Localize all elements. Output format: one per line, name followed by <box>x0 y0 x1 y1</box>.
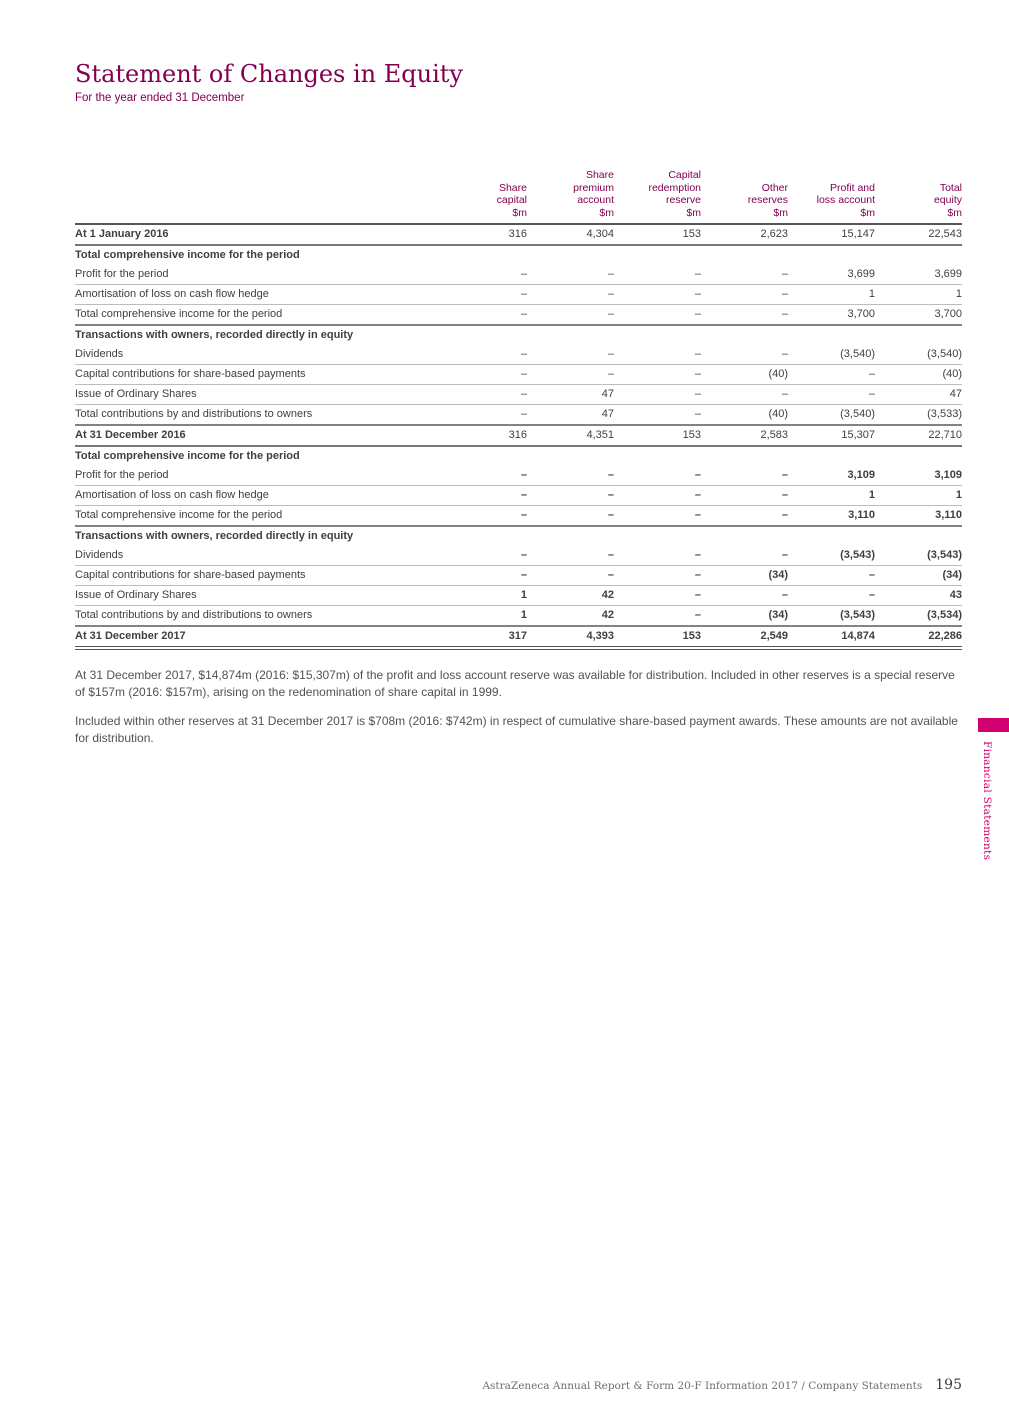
cell-value: – <box>614 405 701 426</box>
cell-value: (40) <box>701 405 788 426</box>
cell-value: – <box>701 586 788 606</box>
cell-value: – <box>527 285 614 305</box>
row-label: Total contributions by and distributions to owners <box>75 405 440 426</box>
cell-value: – <box>440 506 527 527</box>
cell-value: 1 <box>875 285 962 305</box>
row-label: Profit for the period <box>75 265 440 285</box>
cell-value: 3,699 <box>788 265 875 285</box>
table-row <box>75 586 962 606</box>
table-row <box>75 305 962 326</box>
cell-value: – <box>527 265 614 285</box>
table-row <box>75 506 962 527</box>
row-label: Capital contributions for share-based payments <box>75 365 440 385</box>
cell-value: (34) <box>875 566 962 586</box>
column-header: Other reserves $m <box>701 169 788 224</box>
cell-value: (3,540) <box>788 405 875 426</box>
cell-value: – <box>614 305 701 326</box>
cell-value: – <box>701 466 788 486</box>
cell-value: (3,540) <box>875 345 962 365</box>
cell-value: – <box>440 546 527 566</box>
column-header: Total equity $m <box>875 169 962 224</box>
row-label: At 1 January 2016 <box>75 224 440 245</box>
cell-value: 47 <box>527 405 614 426</box>
cell-value: 153 <box>614 425 701 446</box>
cell-value: – <box>440 405 527 426</box>
cell-value: 42 <box>527 606 614 627</box>
cell-value: – <box>440 385 527 405</box>
cell-value: – <box>527 345 614 365</box>
cell-value: (3,533) <box>875 405 962 426</box>
cell-value: 3,109 <box>788 466 875 486</box>
table-row <box>75 486 962 506</box>
page-title: Statement of Changes in Equity <box>75 60 463 88</box>
cell-value: 14,874 <box>788 626 875 648</box>
cell-value: – <box>701 285 788 305</box>
cell-value: 4,393 <box>527 626 614 648</box>
table-row <box>75 245 962 265</box>
cell-value: – <box>614 566 701 586</box>
page-number: 195 <box>935 1377 962 1393</box>
row-label: Dividends <box>75 345 440 365</box>
row-label: Total comprehensive income for the period <box>75 305 440 326</box>
cell-value: 317 <box>440 626 527 648</box>
cell-value: – <box>614 466 701 486</box>
column-header: Share capital $m <box>440 169 527 224</box>
cell-value: – <box>527 546 614 566</box>
table-header <box>75 169 962 224</box>
cell-value: – <box>527 305 614 326</box>
cell-value: – <box>614 546 701 566</box>
cell-value: – <box>440 345 527 365</box>
cell-value: – <box>614 506 701 527</box>
cell-value: (40) <box>875 365 962 385</box>
cell-value: – <box>440 285 527 305</box>
cell-value: – <box>614 586 701 606</box>
cell-value: 3,110 <box>875 506 962 527</box>
cell-value: 3,700 <box>788 305 875 326</box>
statement-of-changes-in-equity-table <box>75 169 962 650</box>
cell-value: 47 <box>527 385 614 405</box>
table-row <box>75 405 962 426</box>
cell-value: 316 <box>440 425 527 446</box>
cell-value: (3,543) <box>788 606 875 627</box>
cell-value: 2,623 <box>701 224 788 245</box>
cell-value: – <box>440 466 527 486</box>
cell-value: 22,543 <box>875 224 962 245</box>
cell-value: 4,304 <box>527 224 614 245</box>
cell-value: 3,700 <box>875 305 962 326</box>
column-header: Share premium account $m <box>527 169 614 224</box>
cell-value: – <box>614 345 701 365</box>
cell-value: 153 <box>614 224 701 245</box>
cell-value: – <box>701 265 788 285</box>
table-row <box>75 546 962 566</box>
page-content <box>75 60 962 759</box>
table-row <box>75 265 962 285</box>
table-row <box>75 466 962 486</box>
cell-value: 153 <box>614 626 701 648</box>
note-paragraph: At 31 December 2017, $14,874m (2016: $15,307m) of the profit and loss account reserve was available for distribution. Included in other reserves is a special reserve of $157m (2016: $157m), arising on the redenomination of share capital in 1999. <box>75 668 955 699</box>
cell-value: 1 <box>440 606 527 627</box>
cell-value: 43 <box>875 586 962 606</box>
cell-value: – <box>701 305 788 326</box>
cell-value: 1 <box>440 586 527 606</box>
cell-value: (34) <box>701 566 788 586</box>
table-row <box>75 446 962 466</box>
section-tab-label: Financial Statements <box>981 741 993 861</box>
table-row <box>75 566 962 586</box>
cell-value: 2,549 <box>701 626 788 648</box>
cell-value: (3,534) <box>875 606 962 627</box>
cell-value: 4,351 <box>527 425 614 446</box>
cell-value: 15,307 <box>788 425 875 446</box>
footer-text: AstraZeneca Annual Report & Form 20-F Information 2017 / Company Statements <box>482 1380 923 1392</box>
cell-value: 1 <box>788 285 875 305</box>
cell-value: – <box>614 486 701 506</box>
table-row <box>75 285 962 305</box>
column-header-spacer <box>75 169 440 224</box>
cell-value: 2,583 <box>701 425 788 446</box>
cell-value: (3,540) <box>788 345 875 365</box>
cell-value: – <box>440 486 527 506</box>
cell-value: (3,543) <box>875 546 962 566</box>
table-row <box>75 385 962 405</box>
cell-value: – <box>788 586 875 606</box>
row-label: Dividends <box>75 546 440 566</box>
row-label: Issue of Ordinary Shares <box>75 385 440 405</box>
table-row <box>75 606 962 627</box>
notes-section <box>75 667 962 746</box>
cell-value: 3,110 <box>788 506 875 527</box>
column-header: Profit and loss account $m <box>788 169 875 224</box>
cell-value: – <box>527 466 614 486</box>
cell-value: 1 <box>875 486 962 506</box>
cell-value: 1 <box>788 486 875 506</box>
cell-value: – <box>527 486 614 506</box>
cell-value: – <box>788 385 875 405</box>
cell-value: – <box>701 345 788 365</box>
cell-value: 3,109 <box>875 466 962 486</box>
cell-value: – <box>614 365 701 385</box>
table-row <box>75 345 962 365</box>
cell-value: – <box>527 365 614 385</box>
cell-value: – <box>440 265 527 285</box>
cell-value: (3,543) <box>788 546 875 566</box>
cell-value: – <box>614 265 701 285</box>
row-label: Capital contributions for share-based payments <box>75 566 440 586</box>
row-label: At 31 December 2017 <box>75 626 440 648</box>
table-row <box>75 626 962 648</box>
cell-value: – <box>440 365 527 385</box>
table-row <box>75 365 962 385</box>
cell-value: – <box>614 385 701 405</box>
row-label: Total comprehensive income for the period <box>75 249 300 261</box>
row-label: Total comprehensive income for the period <box>75 450 300 462</box>
cell-value: – <box>527 506 614 527</box>
cell-value: – <box>701 385 788 405</box>
row-label: Total comprehensive income for the period <box>75 506 440 527</box>
cell-value: (34) <box>701 606 788 627</box>
cell-value: 15,147 <box>788 224 875 245</box>
cell-value: – <box>788 566 875 586</box>
table-row <box>75 325 962 345</box>
row-label: Profit for the period <box>75 466 440 486</box>
cell-value: – <box>701 486 788 506</box>
row-label: Transactions with owners, recorded directly in equity <box>75 530 354 542</box>
cell-value: – <box>440 566 527 586</box>
row-label: Transactions with owners, recorded directly in equity <box>75 329 354 341</box>
table-header-row <box>75 169 962 224</box>
cell-value: (40) <box>701 365 788 385</box>
cell-value: 42 <box>527 586 614 606</box>
page-subtitle: For the year ended 31 December <box>75 92 245 104</box>
row-label: Amortisation of loss on cash flow hedge <box>75 285 440 305</box>
column-header: Capital redemption reserve $m <box>614 169 701 224</box>
cell-value: 3,699 <box>875 265 962 285</box>
table-row <box>75 425 962 446</box>
note-paragraph: Included within other reserves at 31 December 2017 is $708m (2016: $742m) in respect of cumulative share-based payment awards. These amounts are not available for distribution. <box>75 714 958 745</box>
table-row <box>75 526 962 546</box>
cell-value: – <box>614 285 701 305</box>
cell-value: – <box>788 365 875 385</box>
cell-value: 22,710 <box>875 425 962 446</box>
cell-value: – <box>701 546 788 566</box>
row-label: Amortisation of loss on cash flow hedge <box>75 486 440 506</box>
row-label: Total contributions by and distributions to owners <box>75 606 440 627</box>
section-tab-marker <box>978 718 1009 732</box>
cell-value: – <box>527 566 614 586</box>
row-label: At 31 December 2016 <box>75 425 440 446</box>
table-row <box>75 224 962 245</box>
cell-value: – <box>440 305 527 326</box>
page-footer <box>482 1377 962 1393</box>
cell-value: – <box>614 606 701 627</box>
row-label: Issue of Ordinary Shares <box>75 586 440 606</box>
cell-value: 316 <box>440 224 527 245</box>
table-body <box>75 224 962 648</box>
cell-value: – <box>701 506 788 527</box>
cell-value: 22,286 <box>875 626 962 648</box>
cell-value: 47 <box>875 385 962 405</box>
